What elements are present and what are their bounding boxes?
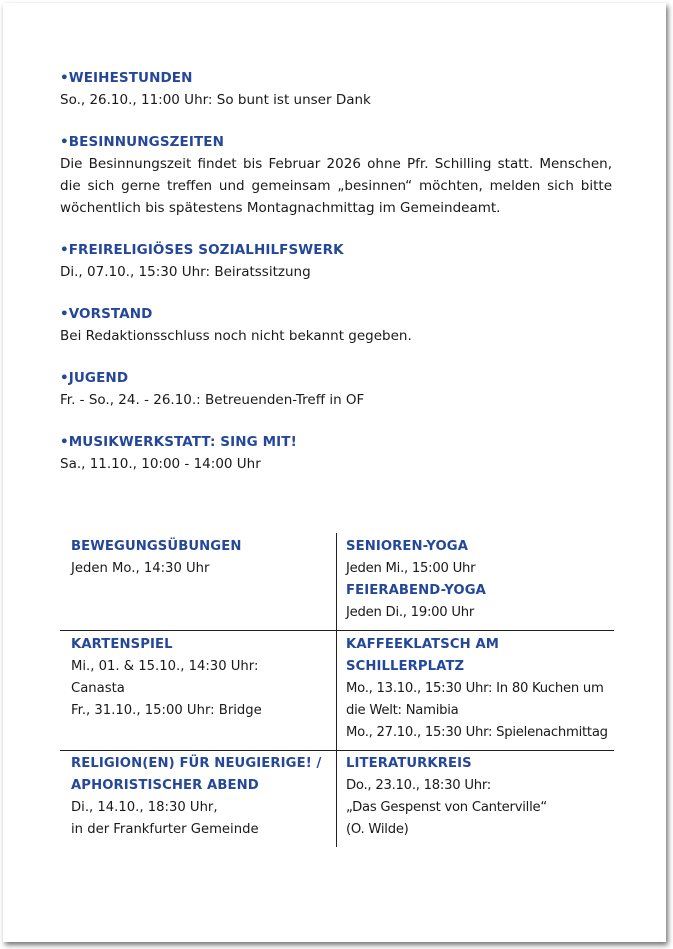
cell-heading: APHORISTISCHER ABEND [71, 778, 259, 793]
cell-heading: KARTENSPIEL [71, 637, 173, 652]
cell-text: Mo., 13.10., 15:30 Uhr: In 80 Kuchen um [346, 681, 604, 696]
section-sozialhilfswerk [60, 239, 612, 283]
cell-text: Jeden Mi., 15:00 Uhr [346, 561, 476, 576]
cell-text: Do., 23.10., 18:30 Uhr: [346, 778, 491, 793]
section-heading: •FREIRELIGIÖSES SOZIALHILFSWERK [60, 242, 344, 258]
grid-row [60, 533, 614, 630]
cell-text: Mo., 27.10., 15:30 Uhr: Spielenachmittag [346, 725, 608, 740]
cell-text: Fr., 31.10., 15:00 Uhr: Bridge [71, 703, 262, 718]
cell-religion [60, 750, 337, 847]
cell-text: Jeden Mo., 14:30 Uhr [71, 561, 210, 576]
section-jugend [60, 367, 612, 411]
section-heading: •JUGEND [60, 370, 129, 386]
cell-kartenspiel [60, 630, 337, 750]
cell-heading: BEWEGUNGSÜBUNGEN [71, 539, 242, 554]
section-text: Die Besinnungszeit findet bis Februar 2026 ohne Pfr. Schilling statt. Menschen, die sich gerne treffen und gemeinsam „besinnen“ möchten, melden sich bitte wöchentlich bis spätestens Montagnachmittag im Gemeindeamt. [60, 156, 612, 216]
cell-heading: RELIGION(EN) FÜR NEUGIERIGE! / [71, 756, 322, 771]
activities-grid [60, 533, 614, 847]
section-weihestunden [60, 67, 612, 111]
cell-text: die Welt: Namibia [346, 703, 459, 718]
section-text: Sa., 11.10., 10:00 - 14:00 Uhr [60, 456, 261, 472]
cell-text: „Das Gespenst von Canterville“ [346, 800, 547, 815]
document-page [3, 3, 666, 942]
cell-text: Canasta [71, 681, 125, 696]
cell-text: Mi., 01. & 15.10., 14:30 Uhr: [71, 659, 259, 674]
cell-text: in der Frankfurter Gemeinde [71, 822, 259, 837]
section-text: Bei Redaktionsschluss noch nicht bekannt gegeben. [60, 328, 412, 344]
events-list [60, 67, 612, 495]
section-vorstand [60, 303, 612, 347]
cell-heading: LITERATURKREIS [346, 756, 472, 771]
grid-row [60, 750, 614, 847]
grid-row [60, 630, 614, 750]
section-text: Di., 07.10., 15:30 Uhr: Beiratssitzung [60, 264, 311, 280]
cell-text: Di., 14.10., 18:30 Uhr, [71, 800, 218, 815]
cell-heading: KAFFEEKLATSCH AM SCHILLERPLATZ [346, 637, 499, 674]
cell-text: (O. Wilde) [346, 822, 409, 837]
section-heading: •WEIHESTUNDEN [60, 70, 193, 86]
cell-yoga [337, 533, 614, 630]
cell-heading: FEIERABEND-YOGA [346, 583, 486, 598]
section-text: So., 26.10., 11:00 Uhr: So bunt ist unser Dank [60, 92, 371, 108]
cell-heading: SENIOREN-YOGA [346, 539, 469, 554]
section-musikwerkstatt [60, 431, 612, 475]
section-heading: •VORSTAND [60, 306, 153, 322]
section-heading: •MUSIKWERKSTATT: SING MIT! [60, 434, 297, 450]
cell-literaturkreis [337, 750, 614, 847]
section-heading: •BESINNUNGSZEITEN [60, 134, 225, 150]
cell-text: Jeden Di., 19:00 Uhr [346, 605, 475, 620]
section-text: Fr. - So., 24. - 26.10.: Betreuenden-Treff in OF [60, 392, 365, 408]
cell-kaffeeklatsch [337, 630, 614, 750]
section-besinnungszeiten [60, 131, 612, 219]
cell-bewegungsuebungen [60, 533, 337, 630]
